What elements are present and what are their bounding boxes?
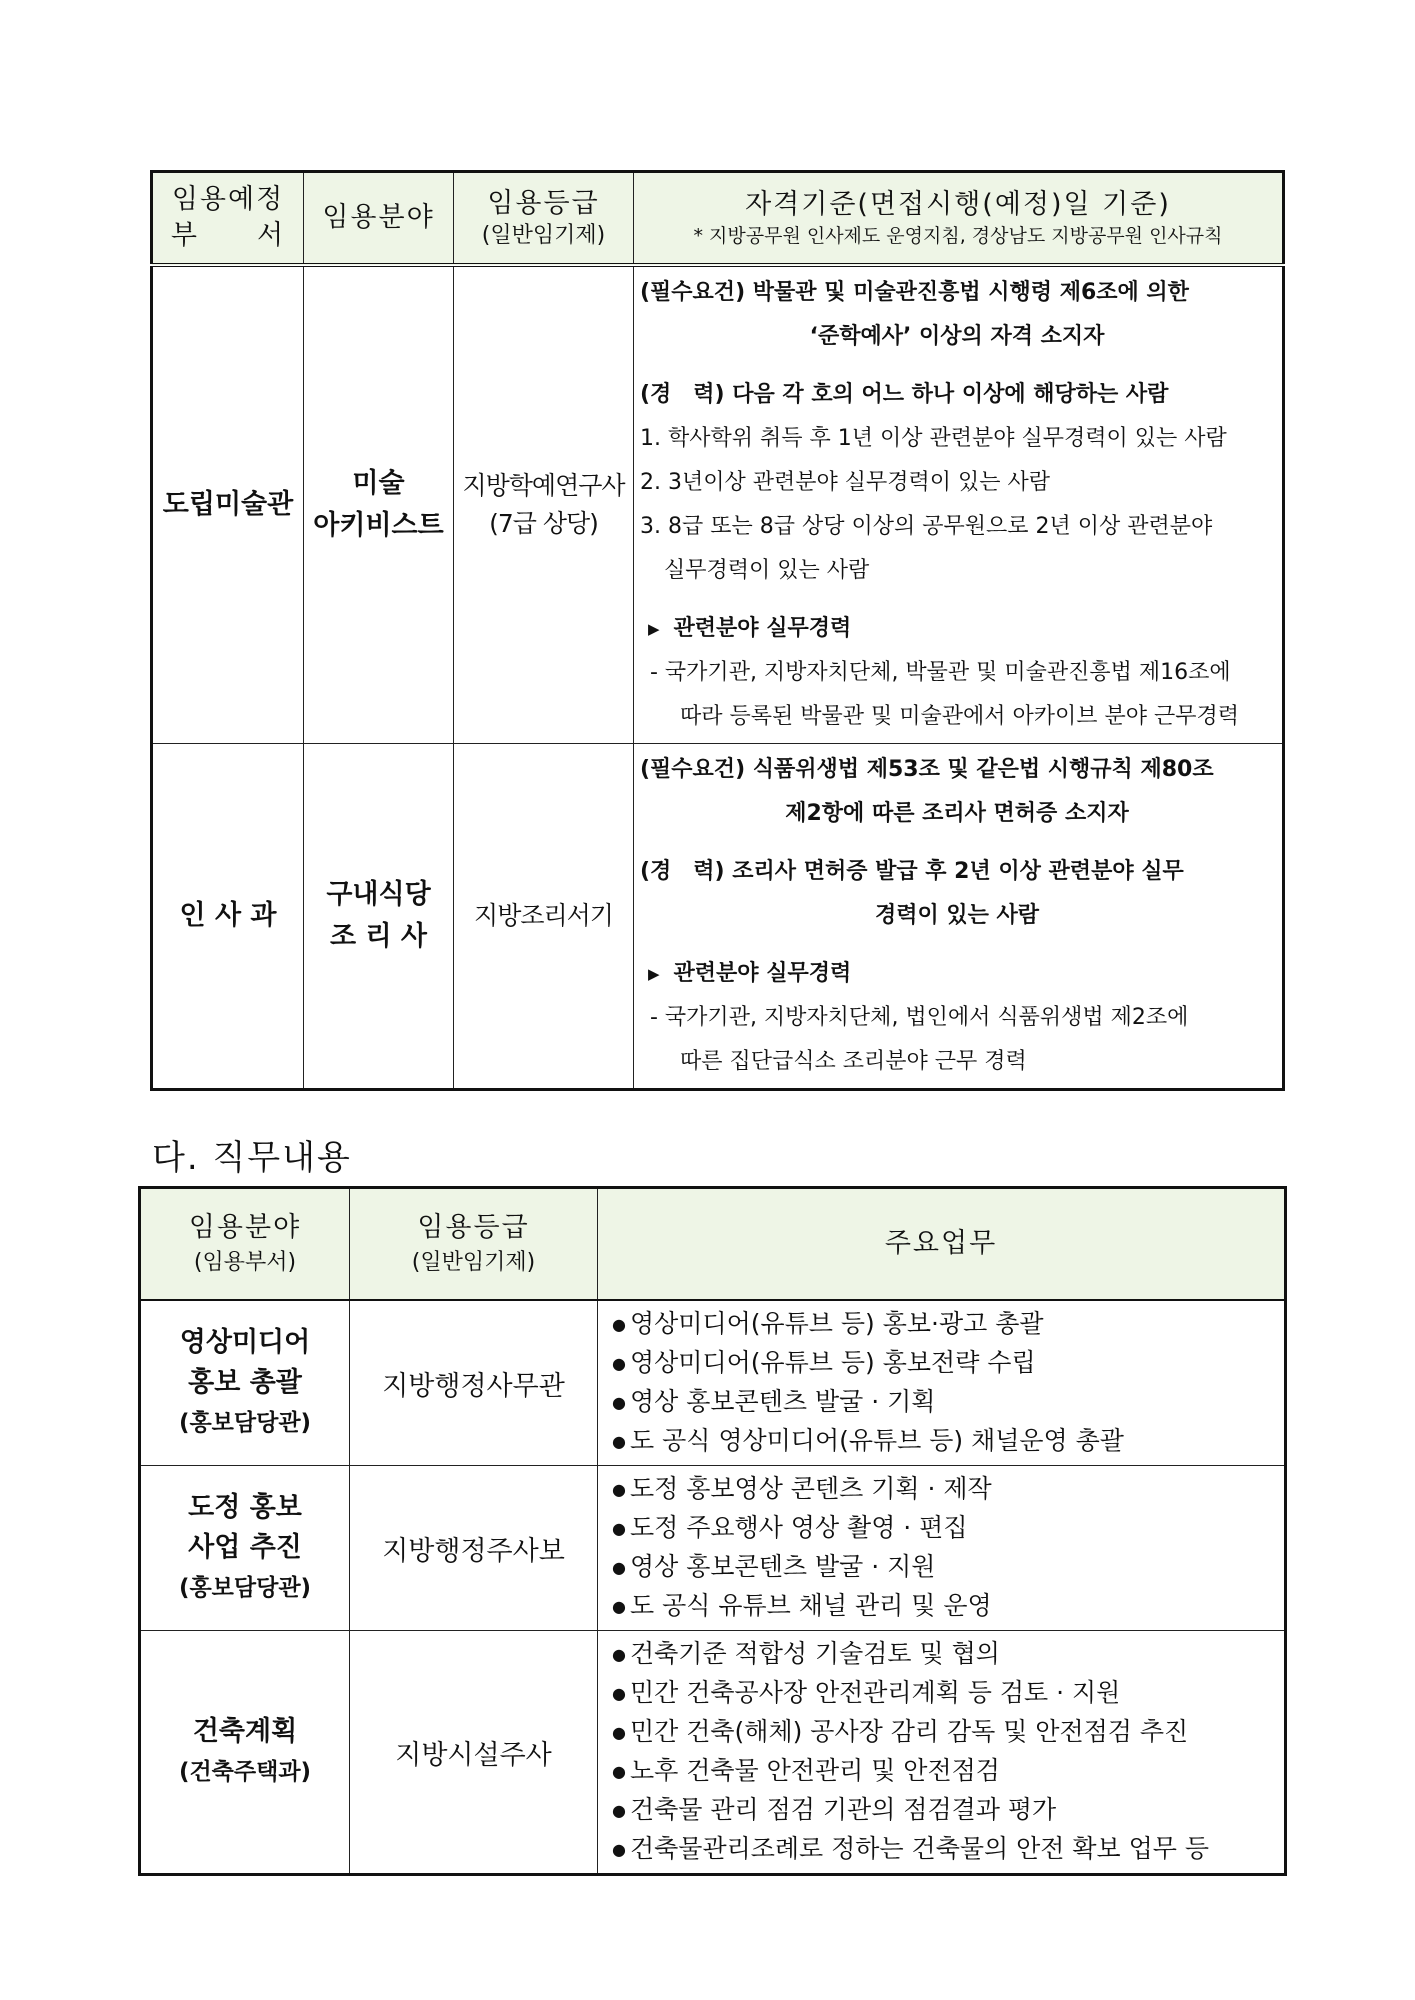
bullet-icon: ● <box>612 1558 626 1577</box>
triangle-bullet-icon: ▶ <box>648 620 660 638</box>
table-row <box>152 744 1284 1090</box>
grade-cell: 지방학예연구사 (7급 상당) <box>454 265 634 744</box>
header-field: 임용분야 <box>304 172 454 266</box>
bullet-icon: ● <box>612 1801 626 1820</box>
duty-item: ● 도정 주요행사 영상 촬영 · 편집 <box>612 1509 1276 1548</box>
required-text-cont: 제2항에 따른 조리사 면허증 소지자 <box>785 801 1129 826</box>
dept-label: (건축주택과) <box>178 1759 312 1785</box>
bullet-icon: ● <box>612 1519 626 1538</box>
table-row <box>140 1466 1286 1631</box>
bullet-icon: ● <box>612 1684 626 1703</box>
duty-item: ● 영상미디어(유튜브 등) 홍보·광고 총괄 <box>612 1305 1276 1344</box>
dept-label: (홍보담당관) <box>178 1575 312 1601</box>
experience-item-cont: 실무경력이 있는 사람 <box>664 558 870 583</box>
related-item-cont: 따라 등록된 박물관 및 미술관에서 아카이브 분야 근무경력 <box>680 704 1240 729</box>
experience-title-cont: 경력이 있는 사람 <box>874 903 1040 928</box>
qualification-table-header <box>152 172 1284 266</box>
field-cell: 구내식당 조 리 사 <box>304 744 454 1090</box>
required-text-cont: ‘준학예사’ 이상의 자격 소지자 <box>809 324 1105 349</box>
duty-item: ● 도정 홍보영상 콘텐츠 기획 · 제작 <box>612 1470 1276 1509</box>
table-row <box>152 265 1284 744</box>
field-cell: 미술 아키비스트 <box>304 265 454 744</box>
bullet-icon: ● <box>612 1480 626 1499</box>
field-cell: 건축계획 (건축주택과) <box>140 1631 350 1875</box>
grade-cell: 지방행정주사보 <box>350 1466 598 1631</box>
duty-item: ● 건축기준 적합성 기술검토 및 협의 <box>612 1635 1276 1674</box>
grade-cell: 지방시설주사 <box>350 1631 598 1875</box>
qualification-cell <box>634 265 1284 744</box>
required-text: (필수요건) 박물관 및 미술관진흥법 시행령 제6조에 의한 <box>640 280 1189 305</box>
duties-table-header <box>140 1188 1286 1301</box>
related-item: - 국가기관, 지방자치단체, 박물관 및 미술관진흥법 제16조에 <box>650 660 1231 685</box>
dept-label: (홍보담당관) <box>178 1410 312 1436</box>
header-field: 임용분야 (임용부서) <box>140 1188 350 1301</box>
bullet-icon: ● <box>612 1432 626 1451</box>
table-row <box>140 1300 1286 1466</box>
header-qualification: 자격기준(면접시행(예정)일 기준) * 지방공무원 인사제도 운영지침, 경상남도 지방공무원 인사규칙 <box>634 172 1284 266</box>
experience-title: (경 력) 다음 각 호의 어느 하나 이상에 해당하는 사람 <box>640 382 1169 407</box>
bullet-icon: ● <box>612 1597 626 1616</box>
header-duties: 주요업무 <box>598 1188 1286 1301</box>
duty-item: ● 영상 홍보콘텐츠 발굴 · 기획 <box>612 1383 1276 1422</box>
bullet-icon: ● <box>612 1645 626 1664</box>
duty-item: ● 건축물 관리 점검 기관의 점검결과 평가 <box>612 1791 1276 1830</box>
header-dept: 임용예정 부 서 <box>152 172 304 266</box>
triangle-bullet-icon: ▶ <box>648 965 660 983</box>
experience-title: (경 력) 조리사 면허증 발급 후 2년 이상 관련분야 실무 <box>640 859 1184 884</box>
bullet-icon: ● <box>612 1393 626 1412</box>
experience-item: 3. 8급 또는 8급 상당 이상의 공무원으로 2년 이상 관련분야 <box>640 514 1213 539</box>
bullet-icon: ● <box>612 1840 626 1859</box>
related-item-cont: 따른 집단급식소 조리분야 근무 경력 <box>680 1049 1027 1074</box>
field-cell: 영상미디어 홍보 총괄 (홍보담당관) <box>140 1300 350 1466</box>
table-row <box>140 1631 1286 1875</box>
dept-cell: 도립미술관 <box>152 265 304 744</box>
grade-cell: 지방행정사무관 <box>350 1300 598 1466</box>
header-grade: 임용등급 (일반임기제) <box>350 1188 598 1301</box>
grade-cell: 지방조리서기 <box>454 744 634 1090</box>
related-title: ▶ 관련분야 실무경력 <box>640 952 1274 996</box>
duties-table <box>138 1186 1287 1876</box>
section-title: 다. 직무내용 <box>152 1138 352 1178</box>
duties-cell <box>598 1631 1286 1875</box>
duty-item: ● 건축물관리조례로 정하는 건축물의 안전 확보 업무 등 <box>612 1830 1276 1869</box>
duties-cell <box>598 1466 1286 1631</box>
qualification-table <box>150 170 1285 1091</box>
duties-cell <box>598 1300 1286 1466</box>
duty-item: ● 노후 건축물 안전관리 및 안전점검 <box>612 1752 1276 1791</box>
dept-cell: 인 사 과 <box>152 744 304 1090</box>
experience-item: 2. 3년이상 관련분야 실무경력이 있는 사람 <box>640 470 1050 495</box>
duty-item: ● 도 공식 유튜브 채널 관리 및 운영 <box>612 1587 1276 1626</box>
bullet-icon: ● <box>612 1723 626 1742</box>
bullet-icon: ● <box>612 1762 626 1781</box>
bullet-icon: ● <box>612 1354 626 1373</box>
bullet-icon: ● <box>612 1315 626 1334</box>
related-title: ▶ 관련분야 실무경력 <box>640 607 1274 651</box>
duty-item: ● 영상미디어(유튜브 등) 홍보전략 수립 <box>612 1344 1276 1383</box>
duty-item: ● 영상 홍보콘텐츠 발굴 · 지원 <box>612 1548 1276 1587</box>
field-cell: 도정 홍보 사업 추진 (홍보담당관) <box>140 1466 350 1631</box>
related-item: - 국가기관, 지방자치단체, 법인에서 식품위생법 제2조에 <box>650 1005 1189 1030</box>
duty-item: ● 도 공식 영상미디어(유튜브 등) 채널운영 총괄 <box>612 1422 1276 1461</box>
qualification-cell <box>634 744 1284 1090</box>
experience-item: 1. 학사학위 취득 후 1년 이상 관련분야 실무경력이 있는 사람 <box>640 426 1227 451</box>
header-grade: 임용등급 (일반임기제) <box>454 172 634 266</box>
duty-item: ● 민간 건축공사장 안전관리계획 등 검토 · 지원 <box>612 1674 1276 1713</box>
required-text: (필수요건) 식품위생법 제53조 및 같은법 시행규칙 제80조 <box>640 757 1214 782</box>
duty-item: ● 민간 건축(해체) 공사장 감리 감독 및 안전점검 추진 <box>612 1713 1276 1752</box>
